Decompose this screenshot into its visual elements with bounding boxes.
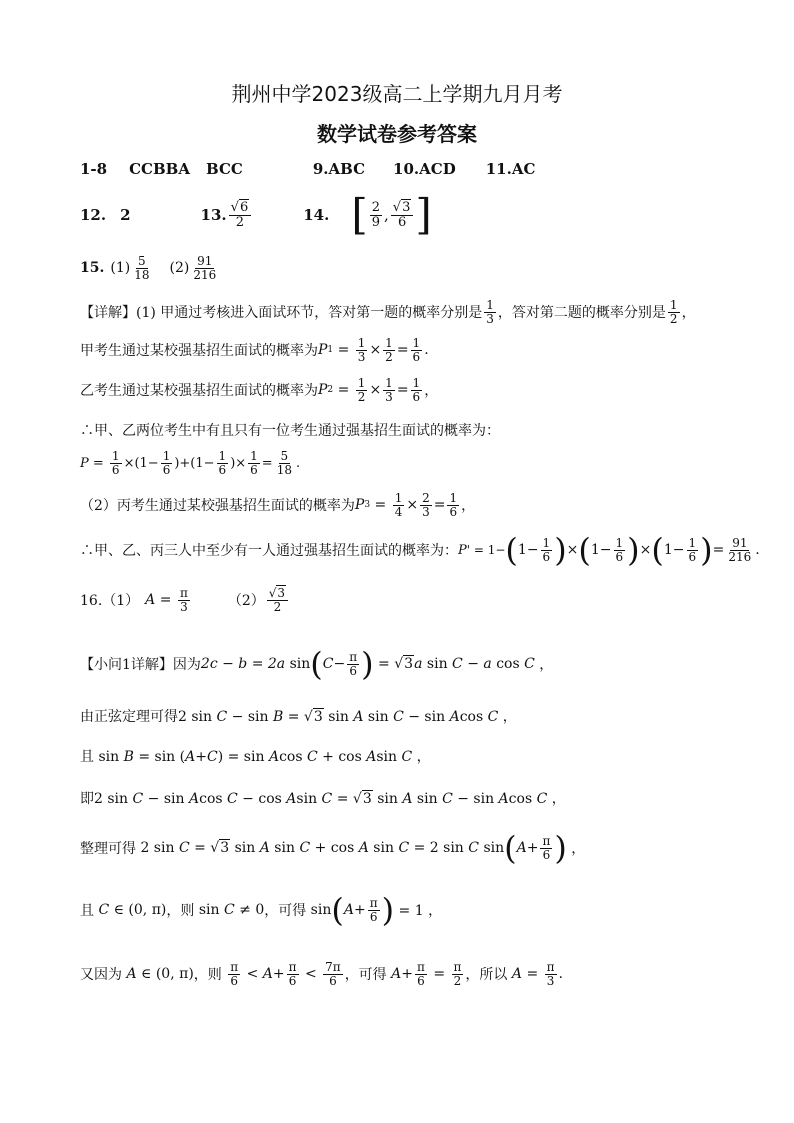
- q16-label: 16.（1）: [80, 593, 140, 609]
- q15-part2-frac: $\frac{91}{216}$: [193, 253, 217, 282]
- q9-answer: 9.ABC: [312, 160, 366, 178]
- q13-fraction: $\frac{√6}{2}$: [229, 201, 252, 229]
- q15-detail-line-3: 乙考生通过某校强基招生面试的概率为 P 2 = $\frac{1}{2}$ × $\frac{1}{3}$ = $\frac{1}{6}$ ，: [80, 375, 439, 404]
- q12-label: 12.: [80, 206, 107, 224]
- q15-detail-line-5: P = $\frac{1}{6}$ ×(1− $\frac{1}{6}$ )+(1− $\frac{1}{6}$ )× $\frac{1}{6}$ = $\frac{5}{18}$ .: [80, 448, 301, 477]
- q15-part2-label: (2): [169, 260, 190, 276]
- q1-4-answers: CCBBA: [129, 160, 190, 178]
- q5-8-answers: BCC: [205, 160, 243, 178]
- q16-step-1: 【小问1详解】因为 2c − b = 2a sin ( C − $\frac{\pi}{6}$ ) = √3 a sin C − a cos C ，: [80, 645, 554, 683]
- q16-step-4: 即2 sin C − sin Acos C − cos Asin C = √3 sin A sin C − sin Acos C ，: [80, 791, 566, 807]
- q15-detail-line-7: ∴甲、乙、丙三人中至少有一人通过强基招生面试的概率为： P ' = 1− ( 1− $\frac{1}{6}$ ) × ( 1− $\frac{1}{6}$ ) × ( 1− $\frac{1}{6}$ ) = $\frac{91}{216}$ .: [80, 531, 760, 569]
- q15-detail-line-4: ∴甲、乙两位考生中有且只有一位考生通过强基招生面试的概率为：: [80, 423, 500, 439]
- q16-step-3: 且 sin B = sin (A+C) = sin Acos C + cos Asin C ，: [80, 749, 431, 765]
- q13-radicand: 6: [239, 199, 249, 215]
- q15-part1-label: (1): [110, 260, 131, 276]
- q16-step-6: 且 C ∈ (0, π) ，则 sin C ≠ 0 ，可得 sin ( A + $\frac{\pi}{6}$ ) = 1 ，: [80, 891, 443, 929]
- answers-row-1: [80, 160, 535, 178]
- q13-den: 2: [235, 214, 245, 230]
- q14-label: 14.: [303, 206, 330, 224]
- q15-answer: [80, 248, 220, 288]
- answers-row-2: 12. 2 13. $\frac{√6}{2}$ 14. [ $\frac{2}{9}$ , $\frac{√3}{6}$ ]: [80, 190, 432, 239]
- q12-value: 2: [120, 206, 131, 224]
- q16-part2-label: （2）: [227, 593, 265, 609]
- q14-right: $\frac{√3}{6}$: [391, 201, 414, 229]
- q1-8-label: 1-8: [80, 160, 108, 178]
- q11-answer: 11.AC: [485, 160, 536, 178]
- q15-detail-line-2: 甲考生通过某校强基招生面试的概率为 P 1 = $\frac{1}{3}$ × $\frac{1}{2}$ = $\frac{1}{6}$ .: [80, 335, 429, 364]
- q13-label: 13.: [200, 206, 227, 224]
- q10-answer: 10.ACD: [393, 160, 456, 178]
- q16-step-5: 整理可得 2 sin C = √3 sin A sin C + cos A sin C = 2 sin C sin ( A + $\frac{\pi}{6}$ ) ，: [80, 829, 586, 867]
- q14-left: $\frac{2}{9}$: [371, 199, 381, 230]
- q16-step-7: 又因为 A ∈ (0, π) ，则 $\frac{\pi}{6}$ < A + $\frac{\pi}{6}$ < $\frac{7\pi}{6}$ ，可得 A + $\frac{\pi}{6}$ = $\frac{\pi}{2}$ ，所以 A = $\frac{\pi}{3}$ .: [80, 959, 563, 988]
- q16-step-2: 由正弦定理可得2 sin C − sin B = √3 sin A sin C − sin Acos C ，: [80, 709, 517, 725]
- q15-detail-line-1: 【详解】(1) 甲通过考核进入面试环节，答对第一题的概率分别是 $\frac{1}{3}$ ，答对第二题的概率分别是 $\frac{1}{2}$ ，: [80, 297, 696, 326]
- q15-part1-frac: $\frac{5}{18}$: [134, 253, 150, 282]
- page-title: 荆州中学2023级高二上学期九月月考: [231, 82, 563, 106]
- q15-detail-line-6: （2）丙考生通过某校强基招生面试的概率为 P 3 = $\frac{1}{4}$ × $\frac{2}{3}$ = $\frac{1}{6}$ ，: [80, 490, 476, 519]
- q16-answer: 16.（1） A = $\frac{\pi}{3}$ （2） $\frac{√3}{2}$: [80, 580, 290, 620]
- q15-label: 15.: [80, 260, 105, 276]
- page-subtitle: 数学试卷参考答案: [317, 122, 477, 146]
